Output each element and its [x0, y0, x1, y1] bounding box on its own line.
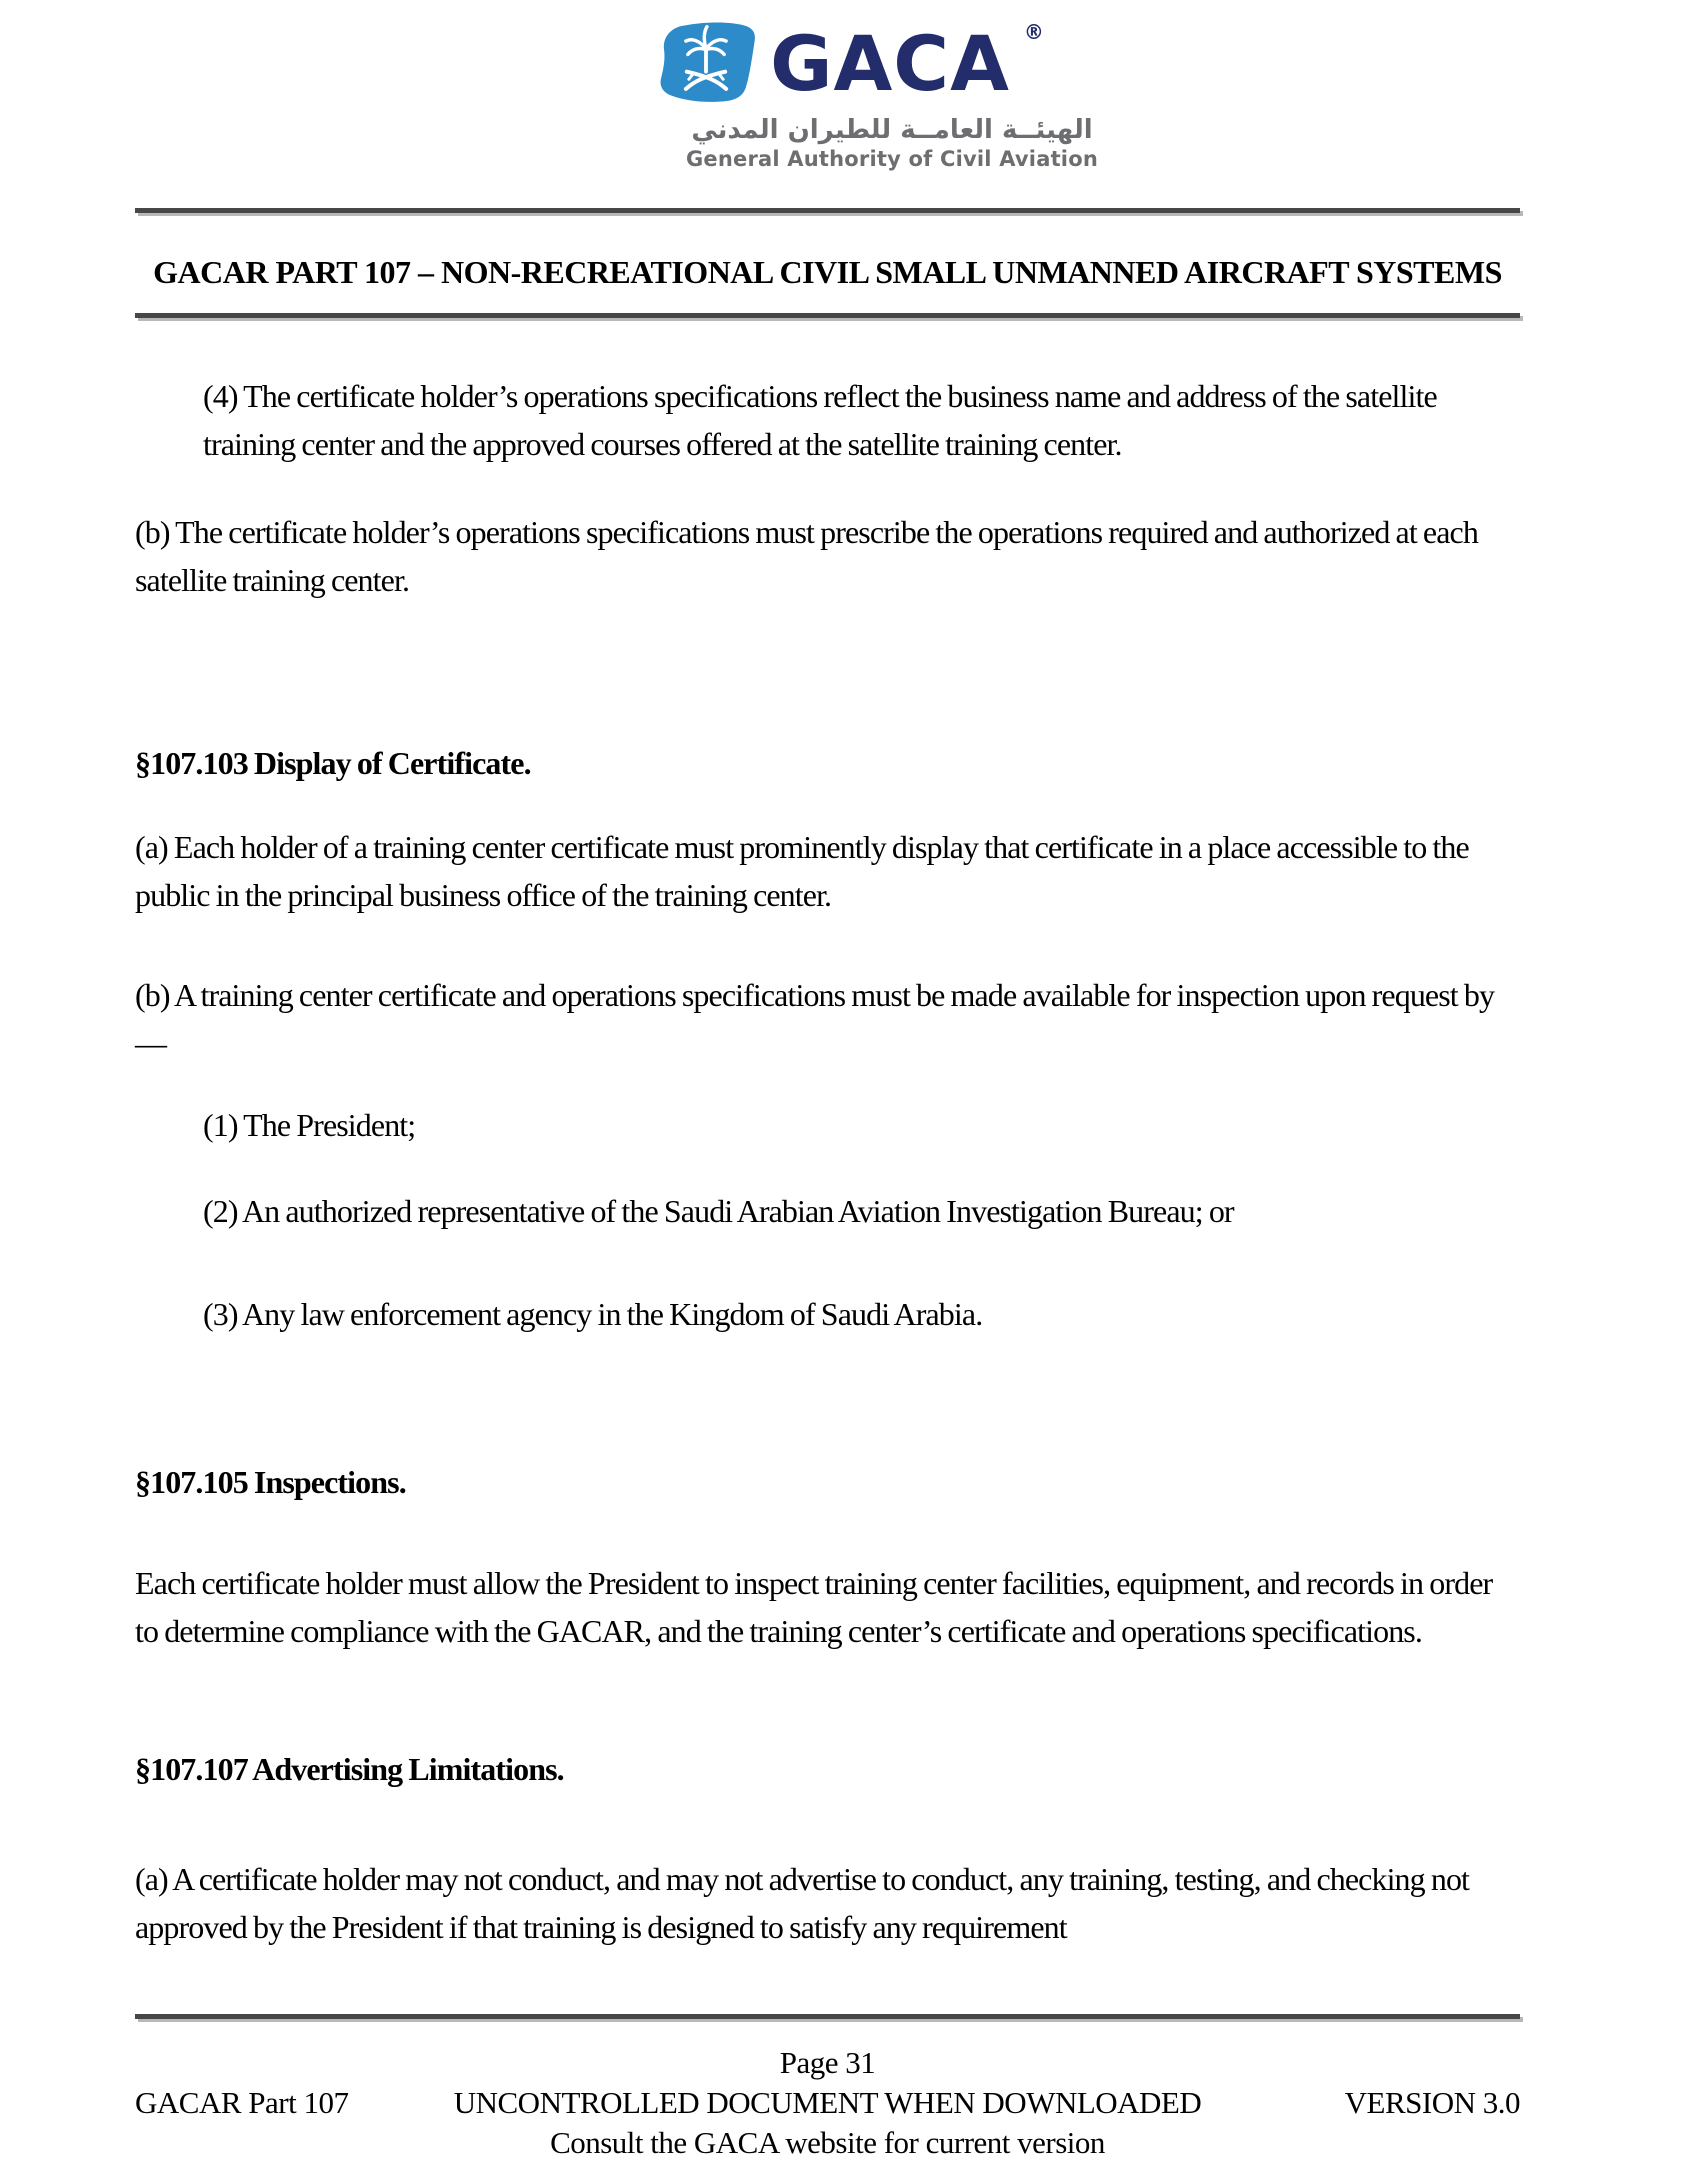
header-rule-bottom [135, 313, 1520, 318]
header-rule-top [135, 208, 1520, 213]
section-107-heading: §107.107 Advertising Limitations. [135, 1751, 564, 1787]
section-103-paragraph-b: (b) A training center certificate and operations specifications must be made available for inspection upon request by— [135, 977, 1495, 1061]
footer-note: Consult the GACA website for current version [550, 2125, 1105, 2160]
section-103-heading: §107.103 Display of Certificate. [135, 745, 531, 781]
footer-rule [135, 2014, 1520, 2019]
gaca-logo [602, 18, 1098, 172]
section-107-paragraph-a: (a) A certificate holder may not conduct, and may not advertise to conduct, any training, testing, and checking not approved by the President if that training is designed to satisfy any requirement [135, 1861, 1470, 1945]
paragraph-b: (b) The certificate holder’s operations specifications must prescribe the operations required and authorized at each satellite training center. [135, 514, 1478, 598]
logo-arabic-name: الهيئــة العامــة للطيران المدني [691, 115, 1093, 145]
paragraph-4: (4) The certificate holder’s operations specifications reflect the business name and address of the satellite training center and the approved courses offered at the satellite training center. [203, 378, 1437, 462]
gaca-logo-subtext [686, 110, 1098, 172]
footer-row [135, 2083, 1520, 2123]
gaca-wordmark: GACA [770, 19, 1010, 108]
logo-english-name: General Authority of Civil Aviation [686, 147, 1098, 171]
gaca-logo-row [656, 18, 1044, 110]
section-103-item-3: (3) Any law enforcement agency in the Kingdom of Saudi Arabia. [203, 1296, 983, 1332]
section-105-heading: §107.105 Inspections. [135, 1464, 406, 1500]
footer-version: VERSION 3.0 [1344, 2085, 1520, 2120]
section-103-paragraph-a: (a) Each holder of a training center certificate must prominently display that certificate in a place accessible to the public in the principal business office of the training center. [135, 829, 1469, 913]
page-footer [135, 2014, 1520, 2163]
document-title: GACAR PART 107 – NON-RECREATIONAL CIVIL SMALL UNMANNED AIRCRAFT SYSTEMS [153, 254, 1502, 290]
section-105-paragraph: Each certificate holder must allow the President to inspect training center facilities, equipment, and records in order to determine compliance with the GACAR, and the training center’s certificate and operations specifications. [135, 1565, 1493, 1649]
registered-trademark-icon: ® [1023, 20, 1044, 44]
gaca-flag-icon [656, 20, 756, 108]
page-number: Page 31 [779, 2045, 876, 2080]
section-103-item-2: (2) An authorized representative of the Saudi Arabian Aviation Investigation Bureau; or [203, 1193, 1234, 1229]
footer-control-notice: UNCONTROLLED DOCUMENT WHEN DOWNLOADED [453, 2085, 1202, 2120]
footer-doc-id: GACAR Part 107 [135, 2085, 349, 2120]
section-103-item-1: (1) The President; [203, 1107, 416, 1143]
